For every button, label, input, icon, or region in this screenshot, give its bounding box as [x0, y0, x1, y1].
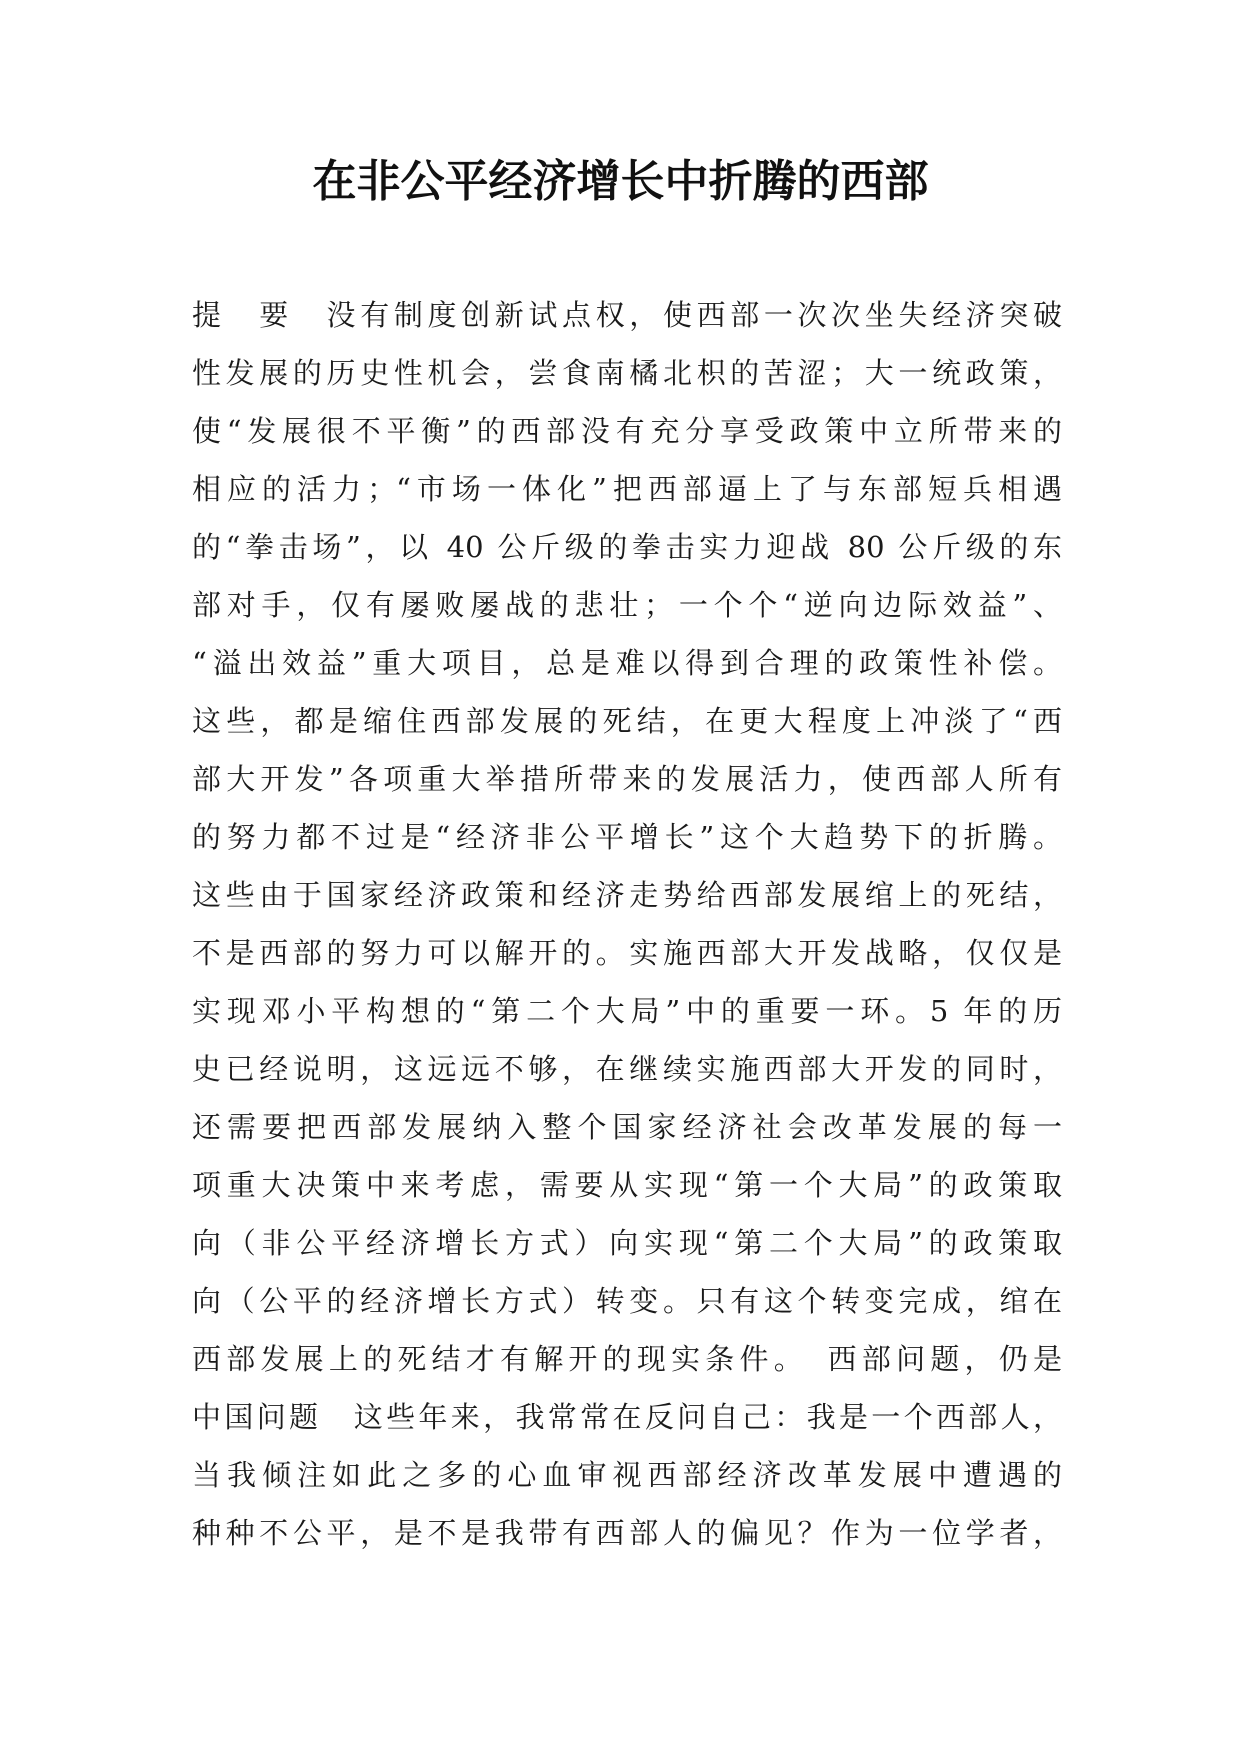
body-line: 当我倾注如此之多的心血审视西部经济改革发展中遭遇的 — [192, 1458, 1062, 1492]
body-line: 西部发展上的死结才有解开的现实条件。 西部问题，仍是 — [192, 1342, 1062, 1376]
body-line: 还需要把西部发展纳入整个国家经济社会改革发展的每一 — [192, 1110, 1062, 1144]
body-line: 史已经说明，这远远不够，在继续实施西部大开发的同时， — [192, 1052, 1062, 1086]
body-line: 项重大决策中来考虑，需要从实现“第一个大局”的政策取 — [192, 1168, 1062, 1202]
body-line: 相应的活力；“市场一体化”把西部逼上了与东部短兵相遇 — [192, 472, 1062, 506]
body-line: 实现邓小平构想的“第二个大局”中的重要一环。5 年的历 — [192, 994, 1062, 1028]
body-line: 使“发展很不平衡”的西部没有充分享受政策中立所带来的 — [192, 414, 1062, 448]
body-line: 部对手，仅有屡败屡战的悲壮；一个个“逆向边际效益”、 — [192, 588, 1062, 622]
body-line: 向（非公平经济增长方式）向实现“第二个大局”的政策取 — [192, 1226, 1062, 1260]
body-line: 的“拳击场”，以 40 公斤级的拳击实力迎战 80 公斤级的东 — [192, 530, 1062, 564]
document-body — [192, 286, 1062, 1562]
body-line: 中国问题 这些年来，我常常在反问自己：我是一个西部人， — [192, 1400, 1062, 1434]
body-line: 向（公平的经济增长方式）转变。只有这个转变完成，绾在 — [192, 1284, 1062, 1318]
body-line: “溢出效益”重大项目，总是难以得到合理的政策性补偿。 — [192, 646, 1062, 680]
body-line: 部大开发”各项重大举措所带来的发展活力，使西部人所有 — [192, 762, 1062, 796]
body-line: 这些，都是缩住西部发展的死结，在更大程度上冲淡了“西 — [192, 704, 1062, 738]
body-line: 这些由于国家经济政策和经济走势给西部发展绾上的死结， — [192, 878, 1062, 912]
document-title: 在非公平经济增长中折腾的西部 — [312, 156, 929, 207]
body-line: 的努力都不过是“经济非公平增长”这个大趋势下的折腾。 — [192, 820, 1062, 854]
body-line: 提 要 没有制度创新试点权，使西部一次次坐失经济突破 — [192, 298, 1062, 332]
body-line: 性发展的历史性机会，尝食南橘北枳的苦涩；大一统政策， — [192, 356, 1062, 390]
body-line: 种种不公平，是不是我带有西部人的偏见？作为一位学者， — [192, 1516, 1062, 1550]
body-line: 不是西部的努力可以解开的。实施西部大开发战略，仅仅是 — [192, 936, 1062, 970]
